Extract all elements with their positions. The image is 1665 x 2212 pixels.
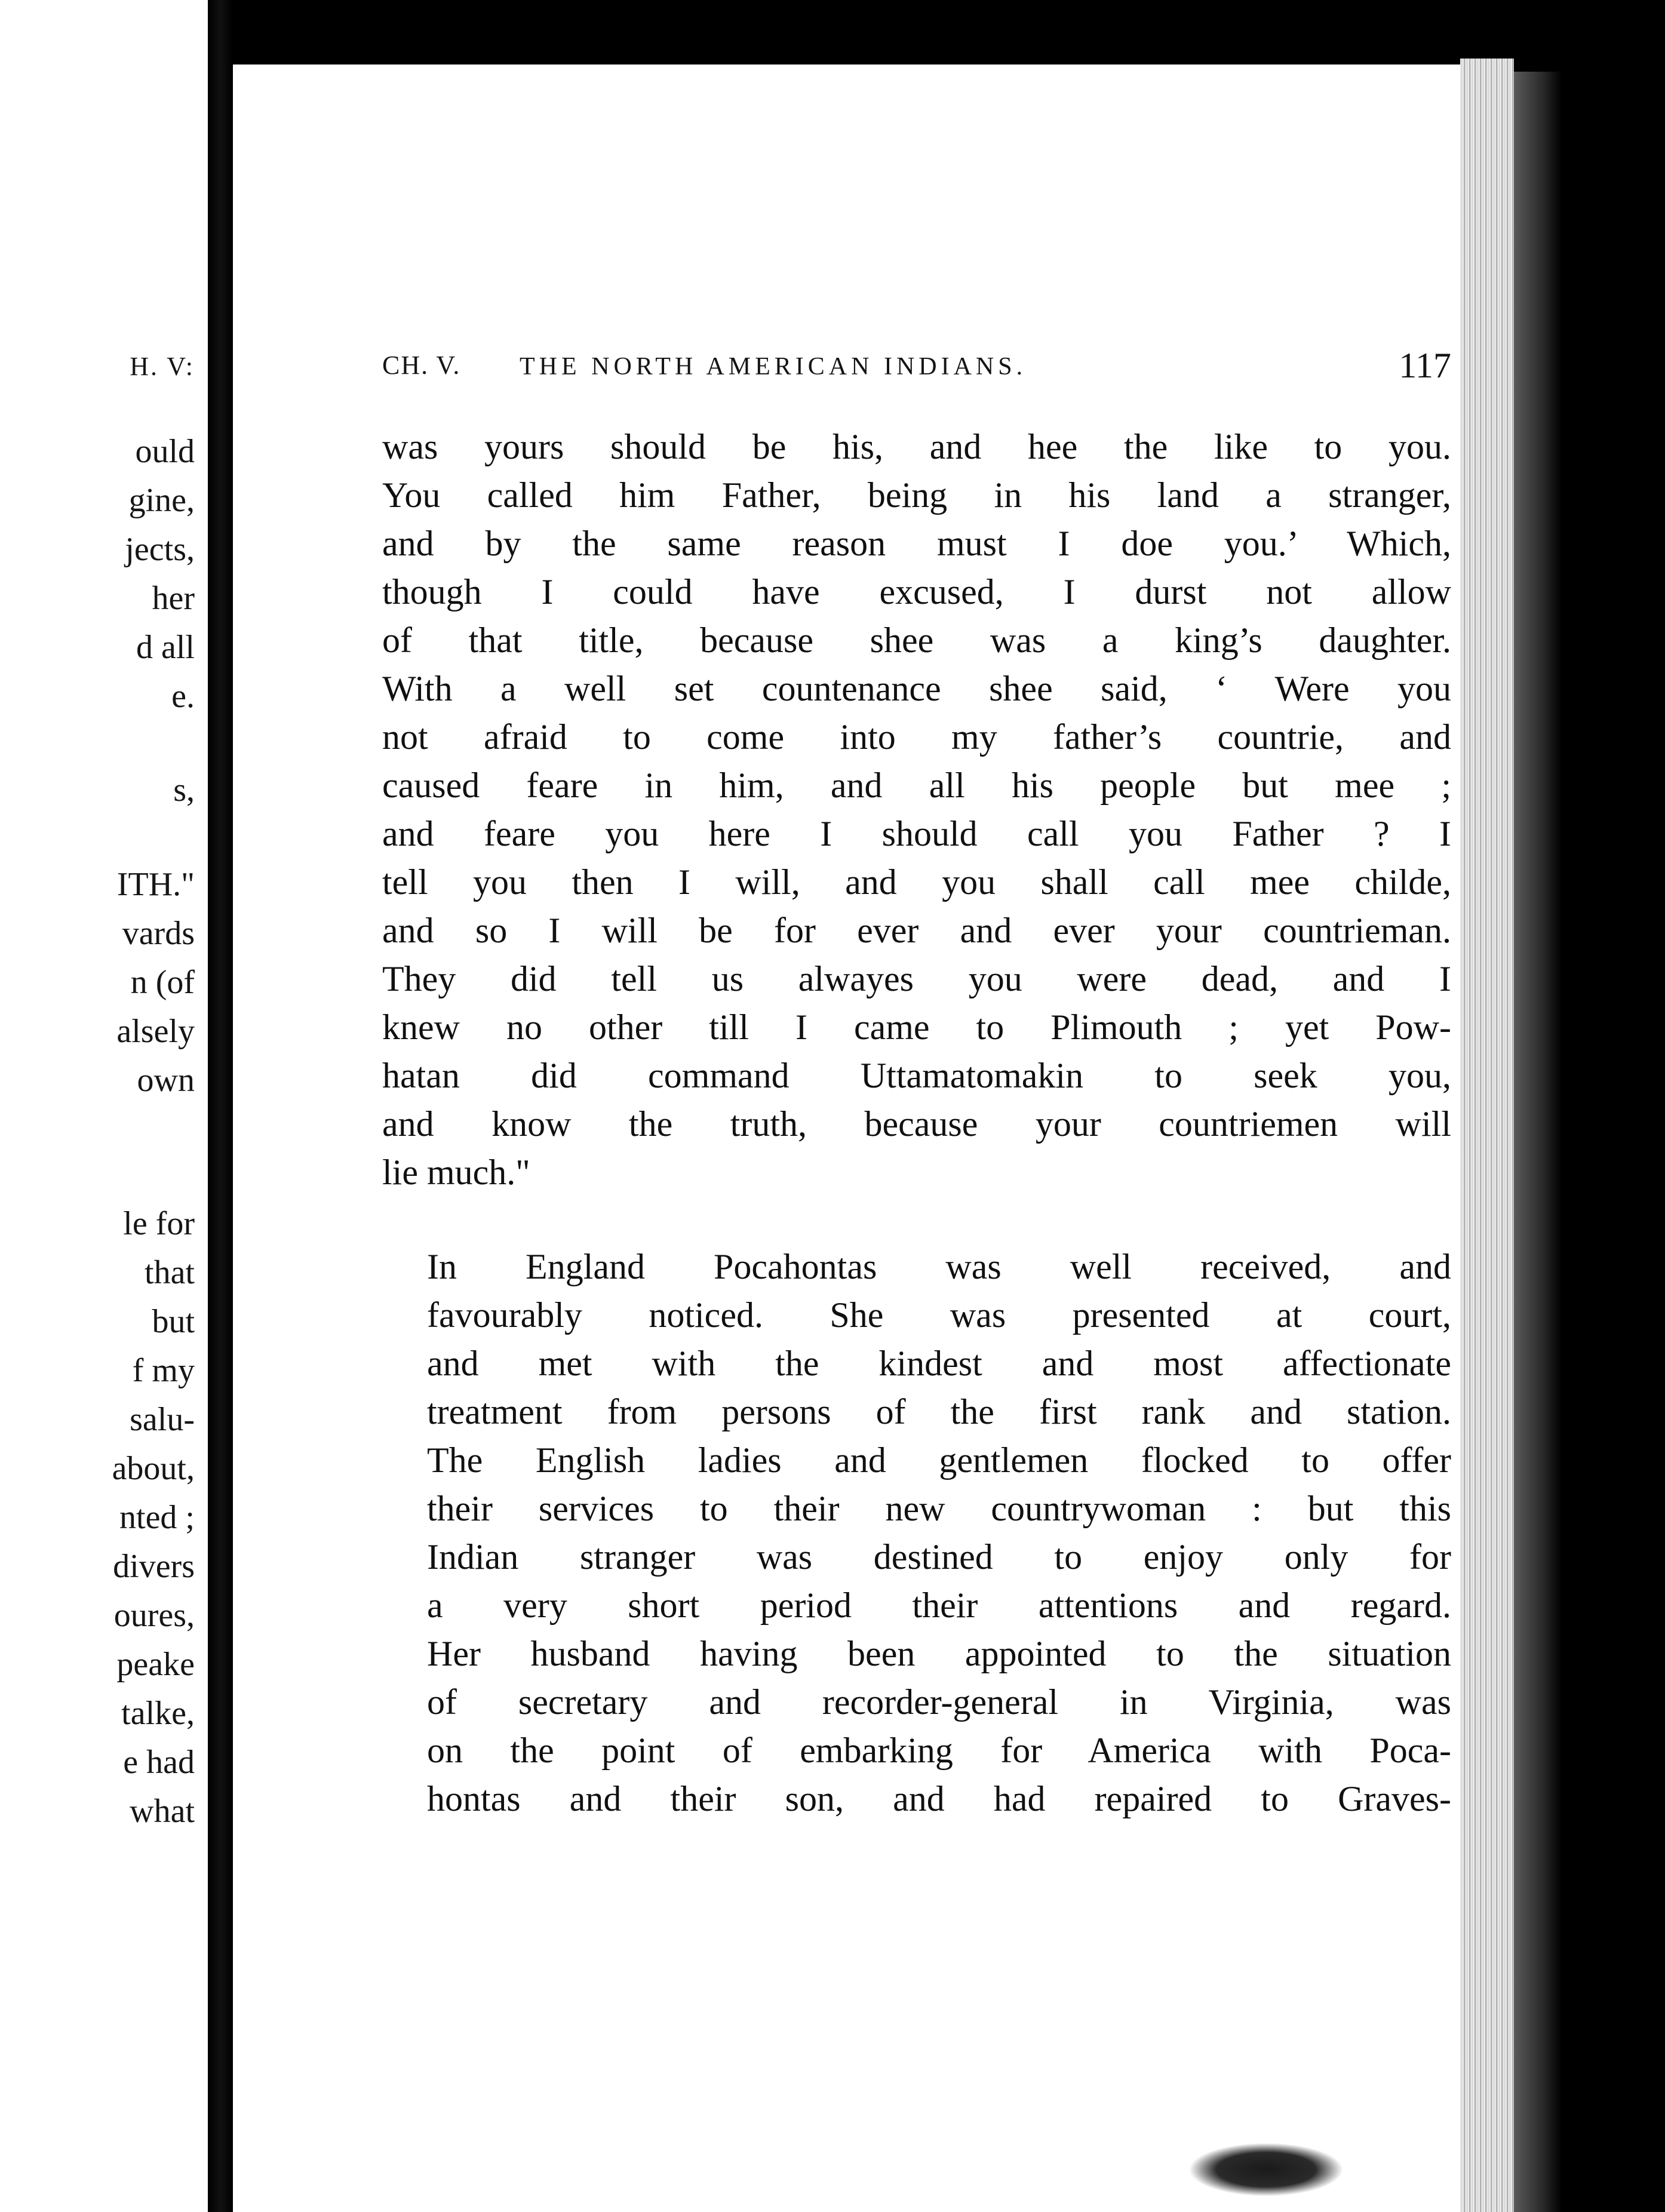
left-line: le for: [123, 1205, 195, 1242]
left-line: talke,: [121, 1695, 195, 1732]
book-title: THE NORTH AMERICAN INDIANS.: [520, 353, 1027, 380]
text-line: caused feare in him, and all his people but mee ;: [382, 766, 1451, 805]
ink-smudge: [1188, 2143, 1344, 2196]
left-line: f my: [132, 1352, 195, 1389]
right-page: [233, 64, 1460, 2212]
text-line: They did tell us alwayes you were dead, and I: [382, 959, 1451, 999]
left-line: nted ;: [119, 1499, 195, 1536]
left-line: e had: [123, 1744, 195, 1781]
left-line: d all: [136, 629, 195, 666]
text-line: lie much.": [382, 1153, 530, 1192]
text-line: and feare you here I should call you Father ? I: [382, 814, 1451, 853]
left-line: gine,: [128, 482, 195, 519]
left-line: her: [152, 580, 195, 617]
left-line: what: [130, 1793, 195, 1830]
text-line: a very short period their attentions and regard.: [427, 1586, 1451, 1625]
left-running-head: H. V:: [130, 352, 195, 381]
text-line: and so I will be for ever and ever your countrieman.: [382, 911, 1451, 950]
text-line: treatment from persons of the first rank and station.: [427, 1392, 1451, 1431]
left-line: s,: [173, 772, 195, 809]
left-line: about,: [112, 1450, 195, 1487]
body-text: [382, 423, 1451, 1823]
page-number: 117: [1399, 346, 1451, 385]
left-line: ould: [135, 433, 195, 470]
left-line: ITH.": [116, 866, 195, 903]
left-line: divers: [113, 1548, 195, 1585]
text-line: and met with the kindest and most affectionate: [427, 1344, 1451, 1383]
text-line: and by the same reason must I doe you.’ Which,: [382, 524, 1451, 563]
text-line: of that title, because shee was a king’s daughter.: [382, 620, 1451, 660]
text-line: on the point of embarking for America with Poca-: [427, 1731, 1451, 1770]
left-line: own: [137, 1062, 195, 1099]
text-line: was yours should be his, and hee the like to you.: [382, 427, 1451, 466]
left-line: jects,: [125, 531, 195, 568]
left-line: n (of: [130, 964, 195, 1001]
chapter-label: CH. V.: [382, 351, 461, 380]
text-line: With a well set countenance shee said, ‘ Were you: [382, 669, 1451, 708]
text-line: not afraid to come into my father’s countrie, and: [382, 717, 1451, 757]
left-line: e.: [171, 678, 195, 715]
text-line: hatan did command Uttamatomakin to seek you,: [382, 1056, 1451, 1095]
text-line: tell you then I will, and you shall call mee childe,: [382, 862, 1451, 902]
paragraph: [382, 423, 1451, 1197]
text-line: In England Pocahontas was well received, and: [427, 1247, 1451, 1286]
text-line: You called him Father, being in his land a stranger,: [382, 475, 1451, 515]
page-edge-shadow: [1514, 72, 1562, 2212]
text-line: of secretary and recorder-general in Virginia, was: [427, 1682, 1451, 1722]
left-line: that: [145, 1254, 195, 1291]
left-line: alsely: [116, 1013, 195, 1050]
text-line: though I could have excused, I durst not allow: [382, 572, 1451, 612]
left-line: salu-: [130, 1401, 195, 1438]
page-fore-edge: [1460, 59, 1514, 2212]
text-line: hontas and their son, and had repaired to Graves-: [427, 1779, 1451, 1818]
left-line: vards: [122, 915, 195, 952]
text-line: and know the truth, because your countriemen will: [382, 1104, 1451, 1144]
text-line: their services to their new countrywoman : but this: [427, 1489, 1451, 1528]
book-gutter: [208, 0, 233, 2212]
text-line: Her husband having been appointed to the situation: [427, 1634, 1451, 1673]
text-line: knew no other till I came to Plimouth ; yet Pow-: [382, 1007, 1451, 1047]
left-line: oures,: [113, 1597, 195, 1634]
text-line: favourably noticed. She was presented at court,: [427, 1295, 1451, 1335]
left-page-fragment: [0, 0, 208, 2212]
paragraph: [382, 1243, 1451, 1823]
left-line: but: [152, 1303, 195, 1340]
left-line: peake: [116, 1646, 195, 1683]
running-head: [382, 345, 1451, 387]
text-line: Indian stranger was destined to enjoy only for: [427, 1537, 1451, 1577]
text-line: The English ladies and gentlemen flocked to offer: [427, 1440, 1451, 1480]
